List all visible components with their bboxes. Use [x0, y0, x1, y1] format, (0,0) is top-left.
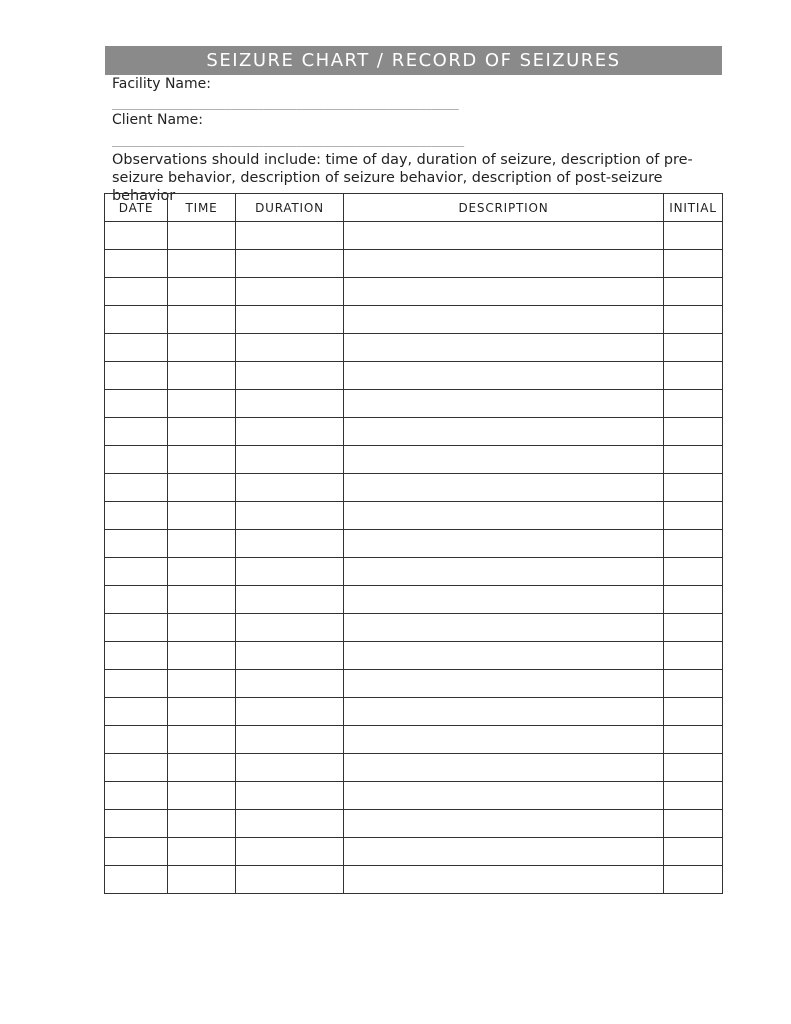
date-cell[interactable]: [105, 670, 168, 698]
duration-cell[interactable]: [236, 222, 344, 250]
duration-cell[interactable]: [236, 474, 344, 502]
time-cell[interactable]: [168, 306, 236, 334]
date-cell[interactable]: [105, 782, 168, 810]
date-cell[interactable]: [105, 866, 168, 894]
initial-cell[interactable]: [664, 390, 723, 418]
table-row: [105, 474, 723, 502]
header-date: DATE: [105, 194, 168, 222]
initial-cell[interactable]: [664, 502, 723, 530]
table-row: [105, 250, 723, 278]
header-initial: INITIAL: [664, 194, 723, 222]
initial-cell[interactable]: [664, 278, 723, 306]
duration-cell[interactable]: [236, 502, 344, 530]
duration-cell[interactable]: [236, 642, 344, 670]
description-cell[interactable]: [344, 642, 664, 670]
time-cell[interactable]: [168, 558, 236, 586]
duration-cell[interactable]: [236, 698, 344, 726]
description-cell[interactable]: [344, 782, 664, 810]
description-cell[interactable]: [344, 306, 664, 334]
time-cell[interactable]: [168, 446, 236, 474]
date-cell[interactable]: [105, 558, 168, 586]
duration-cell[interactable]: [236, 390, 344, 418]
date-cell[interactable]: [105, 838, 168, 866]
table-row: [105, 754, 723, 782]
duration-cell[interactable]: [236, 670, 344, 698]
time-cell[interactable]: [168, 642, 236, 670]
initial-cell[interactable]: [664, 838, 723, 866]
duration-cell[interactable]: [236, 838, 344, 866]
initial-cell[interactable]: [664, 614, 723, 642]
date-cell[interactable]: [105, 306, 168, 334]
description-cell[interactable]: [344, 614, 664, 642]
description-cell[interactable]: [344, 446, 664, 474]
time-cell[interactable]: [168, 866, 236, 894]
table-row: [105, 334, 723, 362]
date-cell[interactable]: [105, 642, 168, 670]
initial-cell[interactable]: [664, 726, 723, 754]
time-cell[interactable]: [168, 334, 236, 362]
initial-cell[interactable]: [664, 222, 723, 250]
initial-cell[interactable]: [664, 530, 723, 558]
table-row: [105, 670, 723, 698]
table-row: [105, 558, 723, 586]
initial-cell[interactable]: [664, 418, 723, 446]
duration-cell[interactable]: [236, 614, 344, 642]
duration-cell[interactable]: [236, 418, 344, 446]
table-row: [105, 614, 723, 642]
description-cell[interactable]: [344, 250, 664, 278]
time-cell[interactable]: [168, 810, 236, 838]
date-cell[interactable]: [105, 754, 168, 782]
time-cell[interactable]: [168, 670, 236, 698]
time-cell[interactable]: [168, 502, 236, 530]
date-cell[interactable]: [105, 726, 168, 754]
date-cell[interactable]: [105, 530, 168, 558]
initial-cell[interactable]: [664, 866, 723, 894]
date-cell[interactable]: [105, 446, 168, 474]
facility-name-label: Facility Name:: [112, 76, 211, 92]
initial-cell[interactable]: [664, 446, 723, 474]
description-cell[interactable]: [344, 754, 664, 782]
table-row: [105, 838, 723, 866]
date-cell[interactable]: [105, 362, 168, 390]
description-cell[interactable]: [344, 362, 664, 390]
time-cell[interactable]: [168, 474, 236, 502]
initial-cell[interactable]: [664, 362, 723, 390]
duration-cell[interactable]: [236, 334, 344, 362]
date-cell[interactable]: [105, 250, 168, 278]
table-row: [105, 362, 723, 390]
table-row: [105, 530, 723, 558]
table-row: [105, 810, 723, 838]
description-cell[interactable]: [344, 222, 664, 250]
date-cell[interactable]: [105, 390, 168, 418]
facility-name-field[interactable]: ________________________________________________________________: [112, 101, 459, 111]
seizure-record-table: [104, 193, 723, 894]
date-cell[interactable]: [105, 474, 168, 502]
table-header-row: [105, 194, 723, 222]
duration-cell[interactable]: [236, 586, 344, 614]
time-cell[interactable]: [168, 278, 236, 306]
initial-cell[interactable]: [664, 586, 723, 614]
header-time: TIME: [168, 194, 236, 222]
duration-cell[interactable]: [236, 754, 344, 782]
client-name-label: Client Name:: [112, 112, 203, 128]
form-title: SEIZURE CHART / RECORD OF SEIZURES: [105, 46, 722, 75]
description-cell[interactable]: [344, 838, 664, 866]
description-cell[interactable]: [344, 670, 664, 698]
table-row: [105, 278, 723, 306]
initial-cell[interactable]: [664, 754, 723, 782]
time-cell[interactable]: [168, 838, 236, 866]
table-row: [105, 418, 723, 446]
table-row: [105, 222, 723, 250]
description-cell[interactable]: [344, 810, 664, 838]
date-cell[interactable]: [105, 222, 168, 250]
description-cell[interactable]: [344, 278, 664, 306]
initial-cell[interactable]: [664, 642, 723, 670]
observations-instructions: Observations should include: time of day, duration of seizure, description of pre-seizure behavior, description of seizure behavior, description of post-seizure behavior: [112, 152, 693, 204]
table-row: [105, 866, 723, 894]
duration-cell[interactable]: [236, 810, 344, 838]
date-cell[interactable]: [105, 502, 168, 530]
description-cell[interactable]: [344, 502, 664, 530]
duration-cell[interactable]: [236, 446, 344, 474]
initial-cell[interactable]: [664, 810, 723, 838]
header-duration: DURATION: [236, 194, 344, 222]
date-cell[interactable]: [105, 334, 168, 362]
time-cell[interactable]: [168, 222, 236, 250]
description-cell[interactable]: [344, 390, 664, 418]
time-cell[interactable]: [168, 362, 236, 390]
initial-cell[interactable]: [664, 558, 723, 586]
initial-cell[interactable]: [664, 782, 723, 810]
initial-cell[interactable]: [664, 334, 723, 362]
description-cell[interactable]: [344, 726, 664, 754]
description-cell[interactable]: [344, 530, 664, 558]
initial-cell[interactable]: [664, 698, 723, 726]
initial-cell[interactable]: [664, 670, 723, 698]
time-cell[interactable]: [168, 390, 236, 418]
table-row: [105, 642, 723, 670]
description-cell[interactable]: [344, 334, 664, 362]
time-cell[interactable]: [168, 782, 236, 810]
table-row: [105, 586, 723, 614]
description-cell[interactable]: [344, 866, 664, 894]
description-cell[interactable]: [344, 586, 664, 614]
date-cell[interactable]: [105, 418, 168, 446]
initial-cell[interactable]: [664, 474, 723, 502]
table-body: [105, 222, 723, 894]
time-cell[interactable]: [168, 530, 236, 558]
duration-cell[interactable]: [236, 558, 344, 586]
table-row: [105, 502, 723, 530]
duration-cell[interactable]: [236, 866, 344, 894]
initial-cell[interactable]: [664, 306, 723, 334]
date-cell[interactable]: [105, 698, 168, 726]
client-name-field[interactable]: _________________________________________________________________: [112, 138, 465, 148]
initial-cell[interactable]: [664, 250, 723, 278]
time-cell[interactable]: [168, 726, 236, 754]
duration-cell[interactable]: [236, 530, 344, 558]
header-description: DESCRIPTION: [344, 194, 664, 222]
date-cell[interactable]: [105, 278, 168, 306]
duration-cell[interactable]: [236, 306, 344, 334]
time-cell[interactable]: [168, 586, 236, 614]
table-row: [105, 446, 723, 474]
time-cell[interactable]: [168, 418, 236, 446]
time-cell[interactable]: [168, 250, 236, 278]
date-cell[interactable]: [105, 614, 168, 642]
table-row: [105, 698, 723, 726]
duration-cell[interactable]: [236, 278, 344, 306]
table-row: [105, 306, 723, 334]
description-cell[interactable]: [344, 474, 664, 502]
date-cell[interactable]: [105, 810, 168, 838]
table-row: [105, 726, 723, 754]
table-row: [105, 390, 723, 418]
time-cell[interactable]: [168, 698, 236, 726]
description-cell[interactable]: [344, 418, 664, 446]
table-row: [105, 782, 723, 810]
duration-cell[interactable]: [236, 782, 344, 810]
date-cell[interactable]: [105, 586, 168, 614]
duration-cell[interactable]: [236, 726, 344, 754]
time-cell[interactable]: [168, 754, 236, 782]
duration-cell[interactable]: [236, 250, 344, 278]
time-cell[interactable]: [168, 614, 236, 642]
description-cell[interactable]: [344, 698, 664, 726]
duration-cell[interactable]: [236, 362, 344, 390]
description-cell[interactable]: [344, 558, 664, 586]
